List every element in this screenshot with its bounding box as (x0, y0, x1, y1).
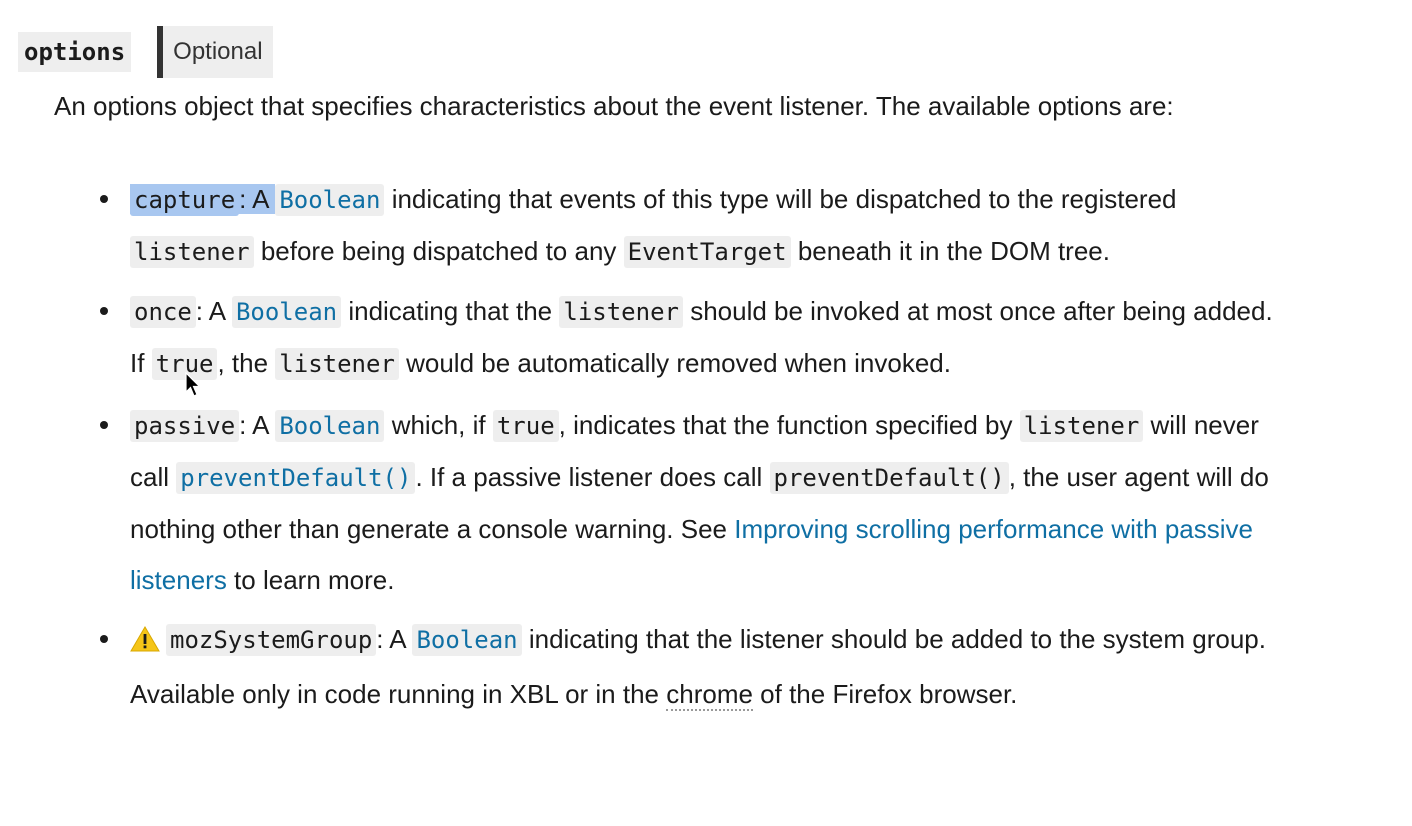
mouse-cursor-icon (185, 372, 201, 398)
boolean-link[interactable]: Boolean (232, 296, 341, 326)
boolean-link[interactable]: Boolean (275, 410, 384, 440)
options-list (94, 174, 1284, 720)
passive-term: passive (130, 410, 239, 442)
parameter-name: options (18, 32, 131, 72)
true-code: true (493, 410, 559, 442)
listener-code: listener (130, 236, 254, 268)
once-term: once (130, 296, 196, 328)
list-item-capture: capture : A Boolean indicating that events of this type will be dispatched to the registered listener before being dispatched to any EventTarget beneath it in the DOM tree. (94, 174, 1284, 278)
preventdefault-code: preventDefault() (770, 462, 1009, 494)
listener-code: listener (275, 348, 399, 380)
warning-icon (130, 618, 160, 669)
parameter-description: An options object that specifies characteristics about the event listener. The available options are: (54, 91, 1174, 121)
selected-text: capture : A (130, 184, 275, 214)
list-item-mozsystemgroup: mozSystemGroup : A Boolean indicating that the listener should be added to the system group. Available only in code running in XBL or in the chrome of the Firefox browser. (94, 614, 1284, 720)
boolean-link[interactable]: Boolean (412, 624, 521, 654)
listener-code: listener (1020, 410, 1144, 442)
capture-term: capture (130, 184, 239, 216)
eventtarget-code: EventTarget (624, 236, 791, 268)
parameter-header (18, 26, 273, 78)
optional-badge: Optional (157, 26, 272, 78)
listener-code: listener (559, 296, 683, 328)
list-item-passive: passive : A Boolean which, if true , indicates that the function specified by listener will never call preventDefault() . If a passive listener does call preventDefault() , the user agent will do nothing other than generate a console warning. See Improving scrolling performance with passive listeners to learn more. (94, 400, 1284, 606)
mozsystemgroup-term: mozSystemGroup (166, 624, 376, 656)
preventdefault-link[interactable]: preventDefault() (176, 462, 415, 492)
chrome-abbr[interactable]: chrome (666, 679, 753, 709)
boolean-link[interactable]: Boolean (275, 184, 384, 214)
list-item-once: once : A Boolean indicating that the listener should be invoked at most once after being added. If true , the listener would be automatically removed when invoked. (94, 286, 1284, 390)
passive-listeners-link[interactable]: Improving scrolling performance with passive listeners (130, 514, 1253, 595)
true-code: true (152, 348, 218, 380)
